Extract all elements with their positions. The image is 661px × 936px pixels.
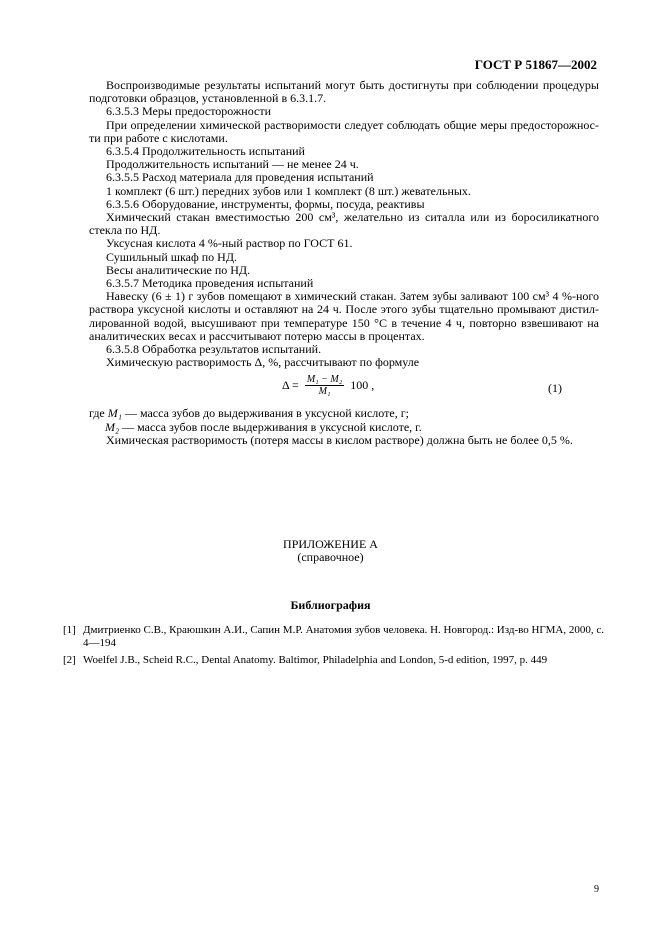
appendix-title: ПРИЛОЖЕНИЕ А <box>283 537 378 551</box>
formula-fraction <box>305 374 344 397</box>
paragraph: Сушильный шкаф по НД. <box>106 249 237 264</box>
section-heading: 6.3.5.7 Методика проведения испытаний <box>106 276 314 291</box>
variable-m2-definition: — масса зубов после выдерживания в уксусной кислоте, г. <box>122 419 422 434</box>
paragraph: Навеску (6 ± 1) г зубов помещают в химический стакан. Затем зубы заливают 100 см³ 4 %-ного раствора уксусной кислоты и оставляют на 24 ч. После этого зубы тщательно промывают дистил-лированной водой, высушивают при температуре 150 °С в течение 4 ч, повторно взвешивают на аналитических весах и рассчитывают потерю массы в процентах. <box>89 289 599 343</box>
section-heading: 6.3.5.5 Расход материала для проведения испытаний <box>106 170 374 185</box>
bibliography-item <box>63 624 608 650</box>
formula <box>89 371 599 405</box>
formula-rhs: 100 , <box>350 378 375 393</box>
formula-numerator: M₁ − M₂ <box>306 374 343 386</box>
reference-number: [2] <box>63 654 76 666</box>
page-number: 9 <box>594 884 599 895</box>
appendix-heading <box>0 538 661 564</box>
section-heading: 6.3.5.8 Обработка результатов испытаний. <box>106 342 322 357</box>
reference-text: Woelfel J.B., Scheid R.C., Dental Anatomy. Baltimor, Philadelphia and London, 5-d edition, 1997, p. 449 <box>83 654 548 666</box>
formula-number: (1) <box>548 381 562 396</box>
section-heading: 6.3.5.4 Продолжительность испытаний <box>106 144 305 159</box>
paragraph: 1 комплект (6 шт.) передних зубов или 1 комплект (8 шт.) жевательных. <box>106 183 471 198</box>
variable-definitions <box>89 407 599 433</box>
variable-m1: M₁ <box>107 406 122 421</box>
variable-m1-definition: — масса зубов до выдерживания в уксусной кислоте, г; <box>124 406 409 421</box>
paragraph: Химическую растворимость Δ, %, рассчитывают по формуле <box>106 355 420 370</box>
section-heading: 6.3.5.6 Оборудование, инструменты, формы, посуда, реактивы <box>106 196 425 211</box>
conclusion-paragraph: Химическая растворимость (потеря массы в кислом растворе) должна быть не более 0,5 %. <box>106 432 573 447</box>
reference-text: Дмитриенко С.В., Краюшкин А.И., Сапин М.Р. Анатомия зубов человека. Н. Новгород.: Изд-во НГМА, 2000, с. 4—194 <box>83 624 604 649</box>
bibliography-item <box>63 654 608 667</box>
where-prefix: где <box>89 406 105 421</box>
appendix-subtitle: (справочное) <box>297 550 364 564</box>
bibliography-title: Библиография <box>290 598 371 612</box>
paragraph: При определении химической растворимости следует соблюдать общие меры предосторожнос-ти при работе с кислотами. <box>89 117 599 145</box>
paragraph: Продолжительность испытаний — не менее 24 ч. <box>106 157 359 172</box>
formula-denominator: M₁ <box>318 386 331 398</box>
reference-number: [1] <box>63 624 76 636</box>
document-header: ГОСТ Р 51867—2002 <box>474 57 597 72</box>
paragraph: Химический стакан вместимостью 200 см³, желательно из ситалла или из боросиликатного стекла по НД. <box>89 210 599 238</box>
bibliography-list <box>63 624 608 671</box>
section-heading: 6.3.5.3 Меры предосторожности <box>106 104 272 119</box>
paragraph: Весы аналитические по НД. <box>106 262 251 277</box>
paragraph: Воспроизводимые результаты испытаний могут быть достигнуты при соблюдении процедуры подготовки образцов, установленной в 6.3.1.7. <box>89 78 599 106</box>
variable-m2: M₂ <box>105 419 120 434</box>
document-body <box>89 79 599 447</box>
formula-lhs: Δ = <box>282 378 299 393</box>
paragraph: Уксусная кислота 4 %-ный раствор по ГОСТ 61. <box>106 236 353 251</box>
